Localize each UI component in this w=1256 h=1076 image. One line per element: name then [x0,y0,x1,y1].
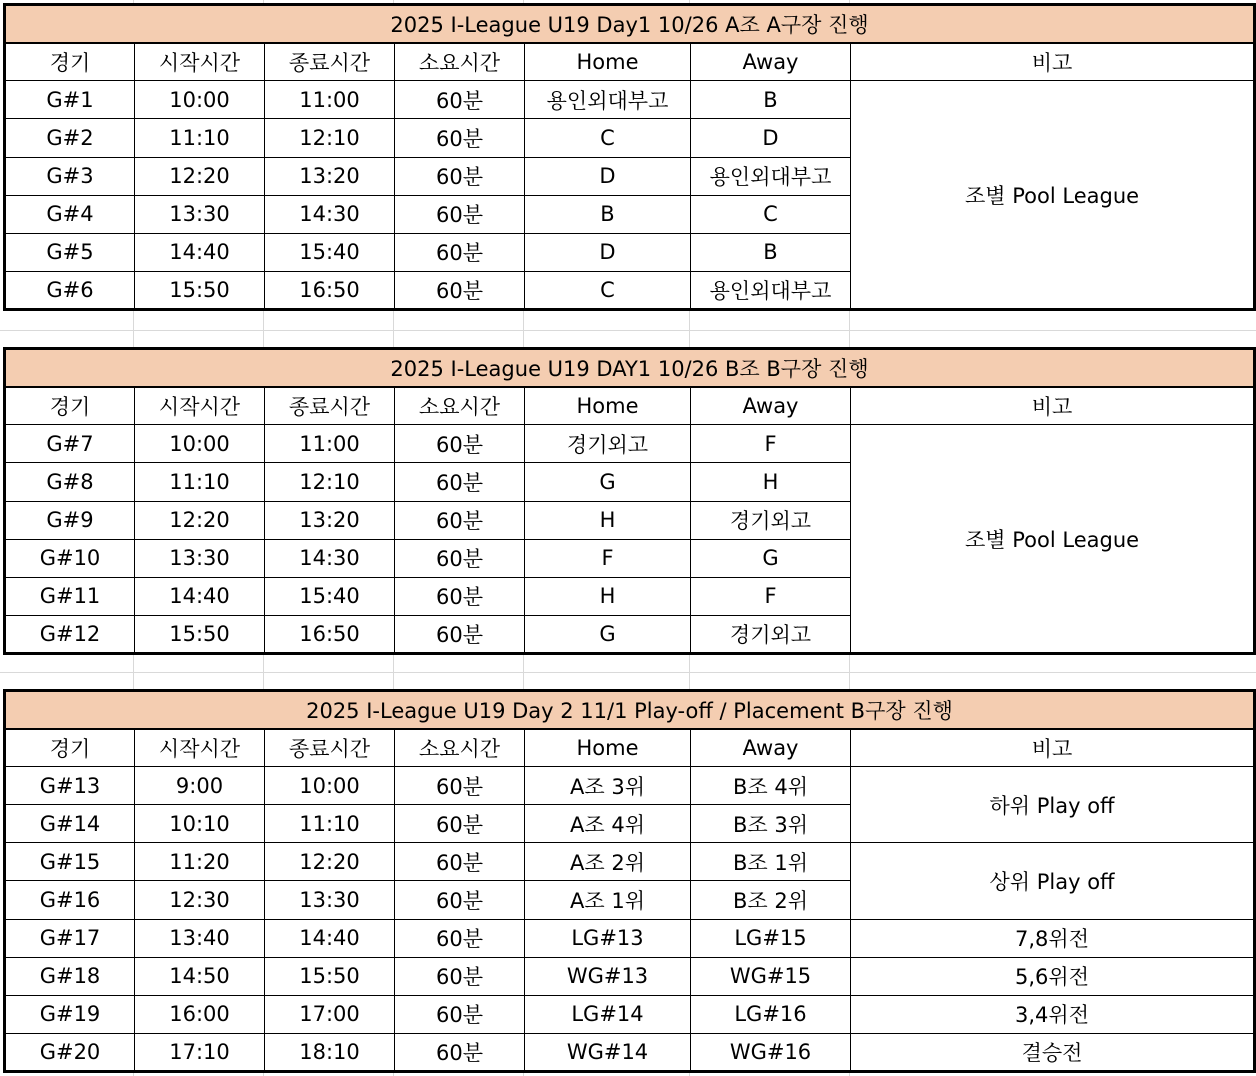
header-end: 종료시간 [265,387,395,425]
cell-home: A조 2위 [525,843,691,881]
cell-home: D [525,157,691,195]
cell-game: G#19 [5,995,135,1033]
cell-end: 12:10 [265,463,395,501]
cell-start: 15:50 [135,271,265,309]
header-start: 시작시간 [135,729,265,767]
header-game: 경기 [5,43,135,81]
cell-duration: 60분 [395,615,525,653]
cell-home: C [525,119,691,157]
cell-end: 12:10 [265,119,395,157]
cell-away: B조 1위 [691,843,851,881]
cell-duration: 60분 [395,233,525,271]
table-row [5,81,1255,119]
cell-home: G [525,463,691,501]
header-note: 비고 [851,43,1255,81]
cell-away: WG#15 [691,957,851,995]
header-note: 비고 [851,387,1255,425]
cell-game: G#18 [5,957,135,995]
cell-duration: 60분 [395,119,525,157]
cell-home: A조 1위 [525,881,691,919]
cell-start: 13:40 [135,919,265,957]
cell-game: G#3 [5,157,135,195]
cell-game: G#10 [5,539,135,577]
cell-start: 17:10 [135,1033,265,1071]
cell-duration: 60분 [395,501,525,539]
cell-duration: 60분 [395,843,525,881]
cell-away: 경기외고 [691,615,851,653]
cell-away: F [691,425,851,463]
cell-home: WG#14 [525,1033,691,1071]
cell-duration: 60분 [395,157,525,195]
cell-start: 13:30 [135,195,265,233]
header-duration: 소요시간 [395,729,525,767]
cell-start: 13:30 [135,539,265,577]
header-row [5,43,1255,81]
header-duration: 소요시간 [395,387,525,425]
schedule-table-day1-a [3,3,1256,311]
header-start: 시작시간 [135,43,265,81]
cell-start: 11:10 [135,119,265,157]
cell-game: G#9 [5,501,135,539]
cell-game: G#7 [5,425,135,463]
cell-duration: 60분 [395,425,525,463]
cell-game: G#4 [5,195,135,233]
cell-away: B [691,81,851,119]
header-game: 경기 [5,387,135,425]
cell-start: 14:40 [135,577,265,615]
table-title: 2025 I-League U19 Day 2 11/1 Play-off / Placement B구장 진행 [5,691,1255,729]
cell-start: 15:50 [135,615,265,653]
cell-note: 7,8위전 [851,919,1255,957]
cell-home: WG#13 [525,957,691,995]
schedule-table-day2-playoff [3,689,1256,1073]
cell-end: 16:50 [265,615,395,653]
cell-duration: 60분 [395,577,525,615]
cell-start: 9:00 [135,767,265,805]
cell-game: G#6 [5,271,135,309]
cell-game: G#20 [5,1033,135,1071]
cell-start: 10:10 [135,805,265,843]
cell-end: 11:00 [265,425,395,463]
cell-start: 16:00 [135,995,265,1033]
cell-start: 11:20 [135,843,265,881]
cell-note: 조별 Pool League [851,81,1255,310]
table-row [5,957,1255,995]
cell-duration: 60분 [395,195,525,233]
cell-duration: 60분 [395,539,525,577]
cell-game: G#16 [5,881,135,919]
cell-note: 상위 Play off [851,843,1255,919]
cell-end: 15:40 [265,233,395,271]
header-note: 비고 [851,729,1255,767]
cell-duration: 60분 [395,805,525,843]
cell-home: C [525,271,691,309]
cell-away: B [691,233,851,271]
cell-start: 11:10 [135,463,265,501]
cell-end: 15:50 [265,957,395,995]
cell-end: 15:40 [265,577,395,615]
cell-duration: 60분 [395,767,525,805]
header-end: 종료시간 [265,729,395,767]
cell-start: 14:50 [135,957,265,995]
cell-note: 조별 Pool League [851,425,1255,654]
cell-home: F [525,539,691,577]
cell-duration: 60분 [395,81,525,119]
cell-home: H [525,577,691,615]
cell-game: G#12 [5,615,135,653]
cell-duration: 60분 [395,995,525,1033]
cell-away: LG#16 [691,995,851,1033]
cell-end: 13:20 [265,157,395,195]
cell-home: B [525,195,691,233]
cell-end: 11:10 [265,805,395,843]
header-away: Away [691,729,851,767]
cell-note: 하위 Play off [851,767,1255,843]
cell-home: 경기외고 [525,425,691,463]
header-duration: 소요시간 [395,43,525,81]
cell-note: 5,6위전 [851,957,1255,995]
cell-away: H [691,463,851,501]
cell-game: G#5 [5,233,135,271]
cell-duration: 60분 [395,463,525,501]
cell-start: 12:20 [135,157,265,195]
cell-home: 용인외대부고 [525,81,691,119]
cell-away: LG#15 [691,919,851,957]
cell-home: LG#14 [525,995,691,1033]
header-end: 종료시간 [265,43,395,81]
cell-away: B조 2위 [691,881,851,919]
table-row [5,425,1255,463]
table-title: 2025 I-League U19 DAY1 10/26 B조 B구장 진행 [5,349,1255,387]
cell-end: 14:30 [265,539,395,577]
table-row [5,995,1255,1033]
header-home: Home [525,387,691,425]
cell-game: G#11 [5,577,135,615]
cell-home: G [525,615,691,653]
table-row [5,919,1255,957]
table-row [5,843,1255,881]
cell-game: G#8 [5,463,135,501]
cell-end: 16:50 [265,271,395,309]
cell-away: WG#16 [691,1033,851,1071]
cell-home: A조 3위 [525,767,691,805]
cell-end: 17:00 [265,995,395,1033]
cell-start: 10:00 [135,425,265,463]
header-away: Away [691,387,851,425]
header-home: Home [525,43,691,81]
cell-end: 11:00 [265,81,395,119]
table-row [5,767,1255,805]
cell-game: G#15 [5,843,135,881]
cell-away: C [691,195,851,233]
cell-end: 13:20 [265,501,395,539]
cell-away: 경기외고 [691,501,851,539]
header-away: Away [691,43,851,81]
cell-duration: 60분 [395,271,525,309]
cell-end: 12:20 [265,843,395,881]
cell-note: 3,4위전 [851,995,1255,1033]
cell-duration: 60분 [395,957,525,995]
cell-game: G#13 [5,767,135,805]
table-row [5,1033,1255,1071]
cell-home: A조 4위 [525,805,691,843]
cell-end: 13:30 [265,881,395,919]
cell-start: 10:00 [135,81,265,119]
cell-start: 14:40 [135,233,265,271]
cell-end: 10:00 [265,767,395,805]
cell-game: G#2 [5,119,135,157]
cell-duration: 60분 [395,1033,525,1071]
cell-duration: 60분 [395,919,525,957]
cell-game: G#14 [5,805,135,843]
cell-home: LG#13 [525,919,691,957]
cell-away: 용인외대부고 [691,157,851,195]
cell-end: 14:40 [265,919,395,957]
header-start: 시작시간 [135,387,265,425]
cell-away: B조 4위 [691,767,851,805]
cell-away: G [691,539,851,577]
cell-away: D [691,119,851,157]
header-game: 경기 [5,729,135,767]
header-row [5,387,1255,425]
cell-away: F [691,577,851,615]
cell-away: B조 3위 [691,805,851,843]
cell-game: G#17 [5,919,135,957]
cell-start: 12:20 [135,501,265,539]
table-title: 2025 I-League U19 Day1 10/26 A조 A구장 진행 [5,5,1255,43]
cell-duration: 60분 [395,881,525,919]
header-home: Home [525,729,691,767]
cell-game: G#1 [5,81,135,119]
cell-end: 18:10 [265,1033,395,1071]
header-row [5,729,1255,767]
cell-home: D [525,233,691,271]
cell-home: H [525,501,691,539]
schedule-table-day1-b [3,347,1256,655]
cell-end: 14:30 [265,195,395,233]
cell-start: 12:30 [135,881,265,919]
cell-away: 용인외대부고 [691,271,851,309]
cell-note: 결승전 [851,1033,1255,1071]
